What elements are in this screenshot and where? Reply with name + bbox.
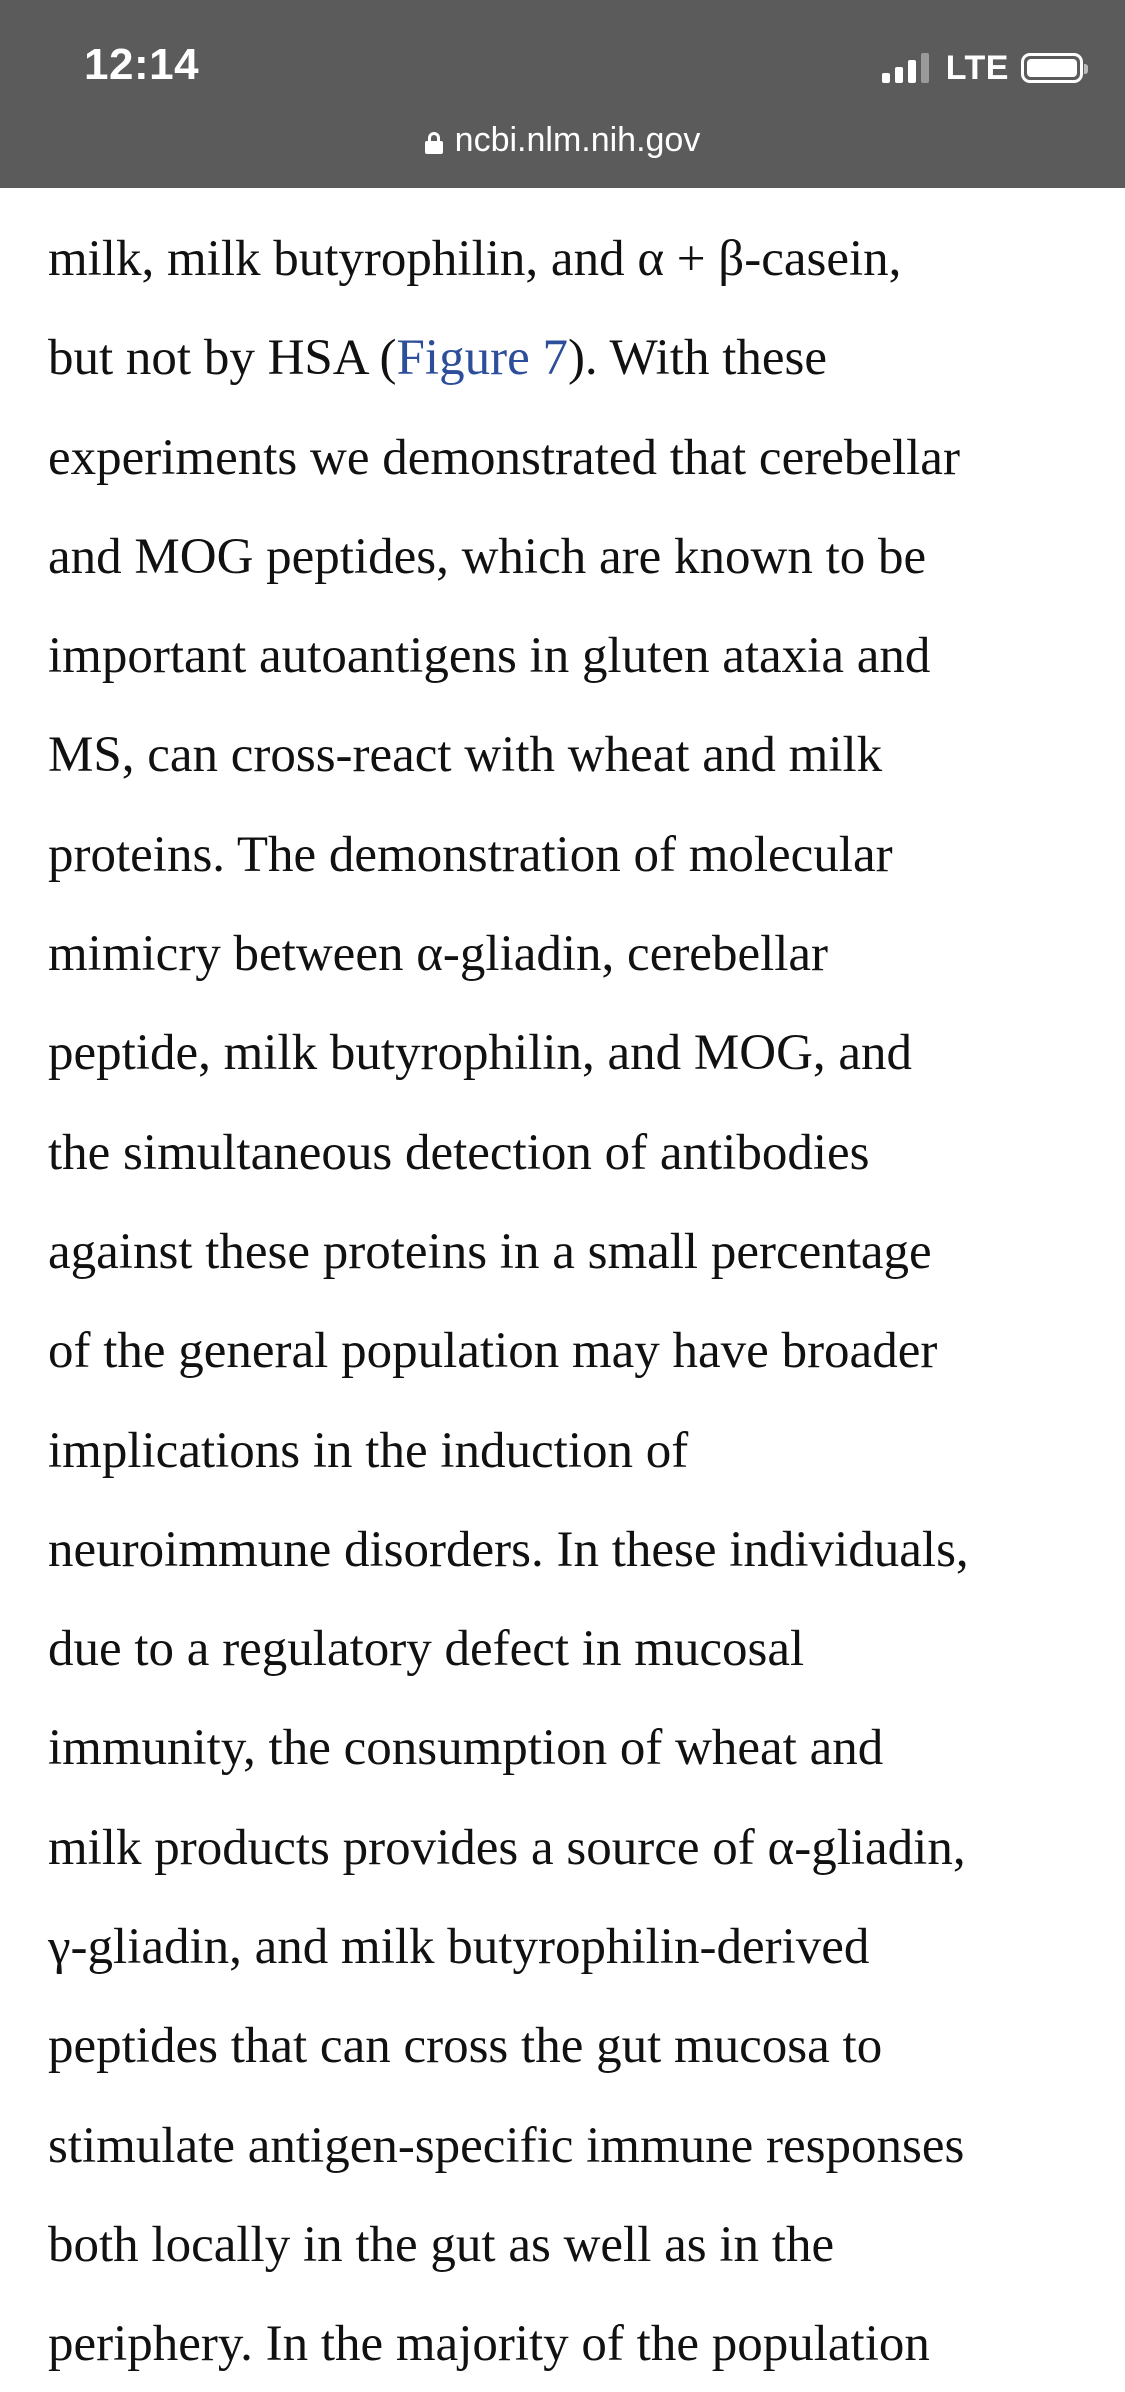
article-text: and MOG peptides, which are known to be	[48, 528, 927, 585]
article-text: against these proteins in a small percentage	[48, 1223, 932, 1280]
article-line	[48, 1402, 1098, 1501]
status-bar	[0, 0, 1125, 188]
article-text: milk, milk butyrophilin, and α + β-casein,	[48, 231, 902, 287]
article-body	[48, 210, 1098, 2392]
url-text: ncbi.nlm.nih.gov	[454, 121, 701, 159]
status-time: 12:14	[84, 40, 200, 89]
status-indicators	[882, 48, 1083, 88]
article-text: important autoantigens in gluten ataxia and	[48, 628, 931, 685]
article-line	[48, 1104, 1098, 1203]
article-line	[48, 508, 1098, 607]
article-text: peptides that can cross the gut mucosa to	[48, 2018, 883, 2075]
article-text: peptide, milk butyrophilin, and MOG, and	[48, 1025, 913, 1082]
article-text: mimicry between α-gliadin, cerebellar	[48, 926, 829, 983]
article-line	[48, 210, 1098, 309]
network-type: LTE	[945, 48, 1009, 87]
article-text: neuroimmune disorders. In these individuals,	[48, 1521, 969, 1578]
article-line	[48, 1600, 1098, 1699]
article-text: of the general population may have broader	[48, 1323, 938, 1380]
figure-7-link[interactable]: Figure 7	[396, 330, 568, 387]
article-text: milk products provides a source of α-gliadin,	[48, 1819, 966, 1876]
cellular-signal-icon	[882, 53, 934, 83]
article-line	[48, 1203, 1098, 1302]
article-text: due to a regulatory defect in mucosal	[48, 1621, 805, 1678]
article-text: immunity, the consumption of wheat and	[48, 1720, 884, 1777]
article-text: proteins. The demonstration of molecular	[48, 826, 893, 883]
lock-icon	[425, 132, 443, 154]
article-text: experiments we demonstrated that cerebellar	[48, 429, 960, 486]
article-line	[48, 1302, 1098, 1401]
article-text: both locally in the gut as well as in the	[48, 2216, 835, 2273]
article-line	[48, 2097, 1098, 2196]
article-line	[48, 1699, 1098, 1798]
article-text: but not by HSA (	[48, 330, 397, 387]
article-line	[48, 1004, 1098, 1103]
article-line	[48, 706, 1098, 805]
article-line	[48, 2196, 1098, 2295]
article-line	[48, 1799, 1098, 1898]
article-line	[48, 806, 1098, 905]
address-bar[interactable]	[0, 118, 1125, 162]
article-line	[48, 607, 1098, 706]
article-line	[48, 409, 1098, 508]
article-line	[48, 1898, 1098, 1997]
article-line	[48, 2295, 1098, 2392]
article-line	[48, 309, 1098, 408]
article-line	[48, 1997, 1098, 2096]
article-line	[48, 905, 1098, 1004]
battery-icon	[1021, 53, 1083, 83]
article-line	[48, 1501, 1098, 1600]
article-text: γ-gliadin, and milk butyrophilin-derived	[48, 1919, 870, 1976]
article-text: implications in the induction of	[48, 1422, 689, 1479]
article-text: stimulate antigen-specific immune responses	[48, 2117, 965, 2174]
article-text: the simultaneous detection of antibodies	[48, 1124, 870, 1181]
article-text: MS, can cross-react with wheat and milk	[48, 727, 883, 784]
article-text: periphery. In the majority of the population	[48, 2316, 930, 2373]
article-text: ). With these	[567, 330, 827, 387]
